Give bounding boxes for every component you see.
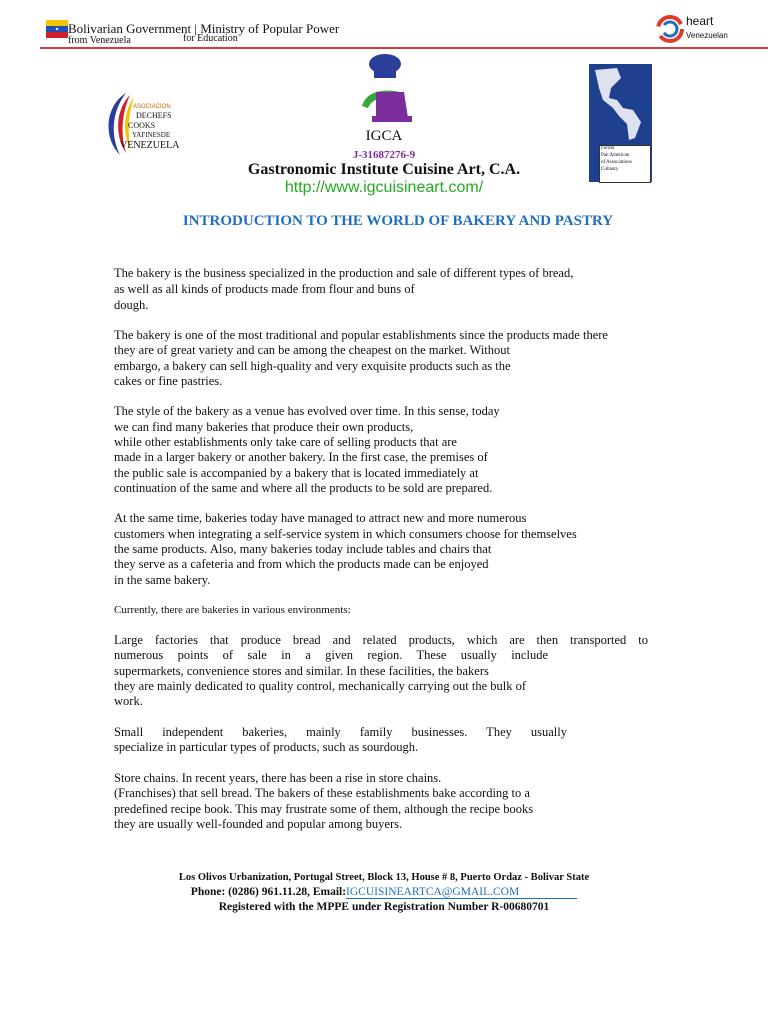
body-line: the public sale is accompanied by a bakery that is located immediately at — [114, 466, 479, 480]
gov-header-line2b: for Education — [183, 33, 238, 44]
body-line: Large factories that produce bread and related products, which are then transported to — [114, 633, 648, 647]
body-line: embargo, a bakery can sell high-quality and very exquisite products such as the — [114, 359, 511, 373]
document-title: INTRODUCTION TO THE WORLD OF BAKERY AND PASTRY — [182, 213, 614, 229]
footer-contact — [0, 886, 768, 898]
pan-logo-text: Pan American — [601, 153, 630, 158]
heart-logo-text: heart — [686, 14, 714, 28]
assoc-logo-text: DECHEFS — [136, 111, 172, 120]
footer-address: Los Olivos Urbanization, Portugal Street, Block 13, House # 8, Puerto Ordaz - Bolivar State — [178, 872, 590, 883]
body-line: they serve as a cafeteria and from which the products made can be enjoyed — [114, 557, 489, 571]
body-line: numerous points of sale in a given region. These usually include — [114, 648, 548, 662]
body-line: as well as all kinds of products made from flour and buns of — [114, 282, 415, 296]
body-line: we can find many bakeries that produce their own products, — [114, 420, 414, 434]
body-line: made in a larger bakery or another bakery. In the first case, the premises of — [114, 450, 488, 464]
pan-logo-text: Culinary — [601, 167, 619, 172]
body-line: At the same time, bakeries today have managed to attract new and more numerous — [114, 511, 527, 525]
body-line: The style of the bakery as a venue has evolved over time. In this sense, today — [114, 404, 500, 418]
body-line: while other establishments only take care of selling products that are — [114, 435, 457, 449]
body-line: specialize in particular types of products, such as sourdough. — [114, 740, 419, 754]
igca-chef-hat-logo — [352, 52, 418, 124]
body-line: they are mainly dedicated to quality control, mechanically carrying out the bulk of — [114, 679, 527, 693]
body-line: Currently, there are bakeries in various environments: — [114, 604, 351, 616]
institute-url-link[interactable]: http://www.igcuisineart.com/ — [284, 179, 484, 196]
venezuela-flag-icon — [46, 16, 68, 42]
gov-header-line1: Bolivarian Government | Ministry of Popular Power — [68, 21, 340, 36]
assoc-logo-text: YAFINESDE — [132, 131, 171, 139]
footer-phone: Phone: (0286) 961.11.28, Email: — [190, 886, 347, 898]
body-line: supermarkets, convenience stores and similar. In these facilities, the bakers — [114, 664, 489, 678]
footer-email-link[interactable]: IGCUISINEARTCA@GMAIL.COM — [346, 886, 577, 899]
body-line: Small independent bakeries, mainly family businesses. They usually — [114, 725, 567, 739]
body-line: dough. — [114, 298, 149, 312]
body-line: customers when integrating a self-service system in which consumers choose for themselves — [114, 527, 577, 541]
body-line: The bakery is the business specialized in the production and sale of different types of bread, — [114, 266, 574, 280]
body-line: they are of great variety and can be among the cheapest on the market. Without — [114, 343, 510, 357]
assoc-logo-text: ASOCIACION — [133, 104, 171, 110]
body-line: continuation of the same and where all the products to be sold are prepared. — [114, 481, 493, 495]
body-line: the same products. Also, many bakeries today include tables and chairs that — [114, 542, 492, 556]
body-line: Store chains. In recent years, there has been a rise in store chains. — [114, 771, 442, 785]
assoc-logo-text: COOKS — [128, 121, 156, 130]
heart-logo-icon — [656, 15, 684, 43]
assoc-logo-text: VENEZUELA — [120, 140, 180, 151]
body-line: work. — [114, 694, 143, 708]
body-line: they are usually well-founded and popular among buyers. — [114, 817, 403, 831]
pan-logo-text: of Associations — [601, 160, 632, 165]
body-line: in the same bakery. — [114, 573, 211, 587]
header-divider — [40, 47, 768, 49]
gov-header-line2a: from Venezuela — [68, 35, 131, 46]
heart-logo-subtext: Venezuelan — [686, 31, 728, 40]
body-line: The bakery is one of the most traditional and popular establishments since the products made there — [114, 328, 608, 342]
americas-map-icon — [589, 64, 652, 144]
body-line: predefined recipe book. This may frustrate some of them, although the recipe books — [114, 802, 534, 816]
pan-logo-text: Forum — [601, 146, 615, 151]
igca-rif-number: J-31687276-9 — [352, 149, 416, 161]
institute-name: Gastronomic Institute Cuisine Art, C.A. — [247, 161, 521, 178]
body-line: (Franchises) that sell bread. The bakers of these establishments bake according to a — [114, 786, 530, 800]
body-line: cakes or fine pastries. — [114, 374, 223, 388]
footer-registration: Registered with the MPPE under Registration Number R-00680701 — [218, 901, 550, 913]
igca-name: IGCA — [365, 128, 403, 144]
